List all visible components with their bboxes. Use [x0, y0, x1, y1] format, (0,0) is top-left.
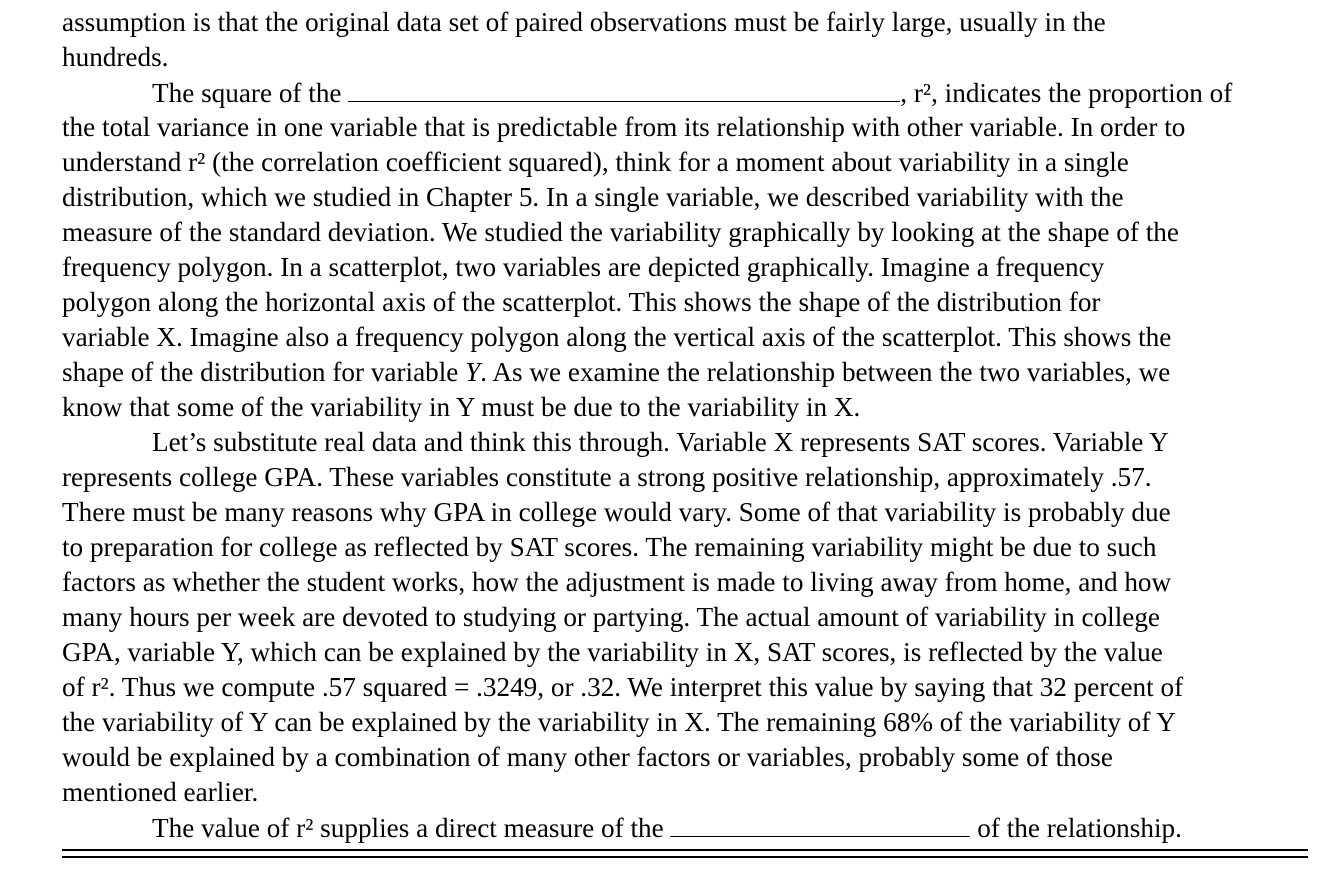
- text-line: know that some of the variability in Y must be due to the variability in X.: [62, 392, 861, 422]
- text-segment: . As we examine the relationship between the two variables, we: [480, 357, 1171, 387]
- question-text: of the relationship.: [977, 813, 1182, 843]
- answer-blank-2[interactable]: [670, 810, 970, 837]
- text-line: represents college GPA. These variables constitute a strong positive relationship, approximately .57.: [62, 462, 1152, 492]
- text-line: the variability of Y can be explained by the variability in X. The remaining 68% of the variability of Y: [62, 707, 1176, 737]
- text-line: measure of the standard deviation. We studied the variability graphically by looking at the shape of the: [62, 217, 1179, 247]
- text-line: would be explained by a combination of many other factors or variables, probably some of those: [62, 742, 1113, 772]
- question-text: The value of r² supplies a direct measure of the: [152, 813, 664, 843]
- text-line: assumption is that the original data set of paired observations must be fairly large, usually in the: [62, 7, 1106, 37]
- text-line: frequency polygon. In a scatterplot, two variables are depicted graphically. Imagine a frequency: [62, 252, 1105, 282]
- text-line: Let’s substitute real data and think this through. Variable X represents SAT scores. Variable Y: [152, 427, 1169, 457]
- text-line: mentioned earlier.: [62, 777, 259, 807]
- fill-in-question-2: [152, 810, 1182, 845]
- text-line: the total variance in one variable that is predictable from its relationship with other variable. In order to: [62, 112, 1186, 142]
- question-text: The square of the: [152, 78, 342, 108]
- text-line: understand r² (the correlation coefficient squared), think for a moment about variability in a single: [62, 147, 1129, 177]
- text-line: of r². Thus we compute .57 squared = .3249, or .32. We interpret this value by saying that 32 percent of: [62, 672, 1184, 702]
- text-line: [62, 355, 1170, 389]
- text-line: many hours per week are devoted to studying or partying. The actual amount of variability in college: [62, 602, 1161, 632]
- text-line: polygon along the horizontal axis of the scatterplot. This shows the shape of the distribution for: [62, 287, 1101, 317]
- answer-blank-1[interactable]: [348, 75, 900, 102]
- question-text: , r², indicates the proportion of: [900, 78, 1233, 108]
- text-line: GPA, variable Y, which can be explained by the variability in X, SAT scores, is reflected by the value: [62, 637, 1163, 667]
- fill-in-question-1: [152, 75, 1232, 110]
- text-line: factors as whether the student works, how the adjustment is made to living away from home, and how: [62, 567, 1172, 597]
- text-line: to preparation for college as reflected by SAT scores. The remaining variability might be due to such: [62, 532, 1157, 562]
- text-line: There must be many reasons why GPA in college would vary. Some of that variability is probably due: [62, 497, 1171, 527]
- text-line: variable X. Imagine also a frequency polygon along the vertical axis of the scatterplot. This shows the: [62, 322, 1172, 352]
- text-segment: shape of the distribution for variable: [62, 357, 466, 387]
- text-line: distribution, which we studied in Chapter 5. In a single variable, we described variability with the: [62, 182, 1124, 212]
- italic-variable: Y: [465, 357, 481, 387]
- text-line: hundreds.: [62, 42, 169, 72]
- double-rule-divider: [62, 849, 1308, 858]
